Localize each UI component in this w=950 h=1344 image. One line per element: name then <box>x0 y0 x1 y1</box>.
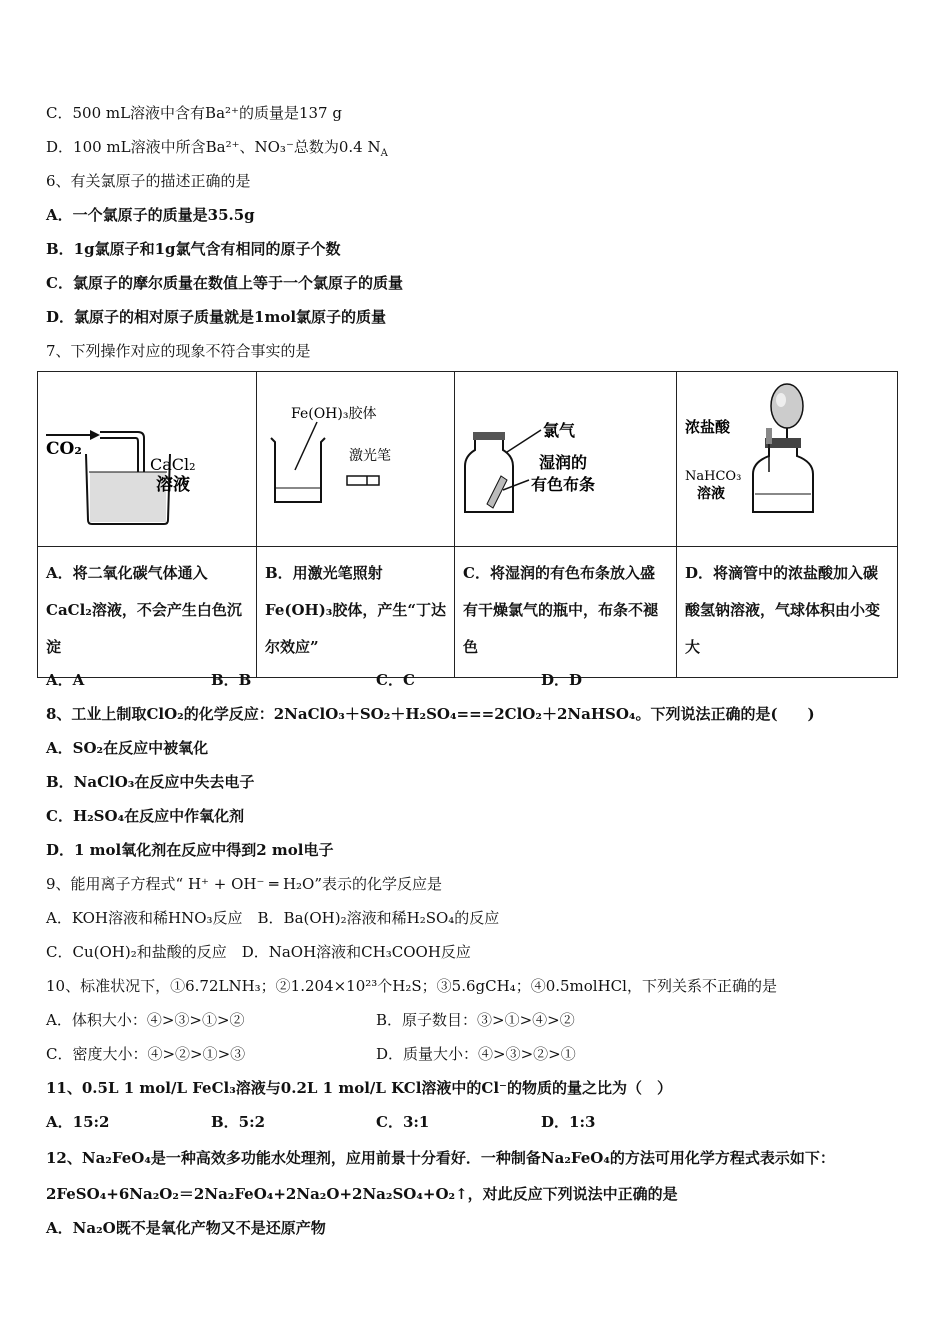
nahco3-label: NaHCO₃ <box>685 469 742 484</box>
q5-option-c: C．500 mL溶液中含有Ba²⁺的质量是137 g <box>46 104 342 122</box>
q6-option-c: C．氯原子的摩尔质量在数值上等于一个氯原子的质量 <box>46 274 403 292</box>
q10-option-d: D．质量大小：④>③>②>① <box>376 1045 576 1063</box>
bottle-balloon-figure <box>677 372 898 542</box>
q10-options-cd <box>46 1044 706 1064</box>
q8-option-a: A．SO₂在反应中被氧化 <box>46 739 209 757</box>
q7-figure-a <box>38 372 257 547</box>
q10-options-ab <box>46 1010 706 1030</box>
solution-label-d: 溶液 <box>697 486 725 502</box>
chlorine-label: 氯气 <box>543 421 576 440</box>
q8-option-c: C．H₂SO₄在反应中作氧化剂 <box>46 807 245 825</box>
solution-label: 溶液 <box>156 475 190 495</box>
bottle-chlorine-figure <box>455 372 677 542</box>
q7-figure-c <box>455 372 677 547</box>
q10-stem: 10、标准状况下，①6.72LNH₃；②1.204×10²³个H₂S；③5.6gCH₄；④0.5molHCl，下列关系不正确的是 <box>46 977 777 995</box>
q8-stem: 8、工业上制取ClO₂的化学反应：2NaClO₃＋SO₂＋H₂SO₄===2ClO₂＋2NaHSO₄。下列说法正确的是( ) <box>46 705 815 723</box>
q7-cell-d: D．将滴管中的浓盐酸加入碳酸氢钠溶液，气球体积由小变大 <box>677 547 898 678</box>
q8-option-d: D．1 mol氧化剂在反应中得到2 mol电子 <box>46 841 334 859</box>
colloid-label: Fe(OH)₃胶体 <box>291 406 377 422</box>
q11-option-c: C．3:1 <box>376 1113 430 1131</box>
q7-option-c: C．C <box>376 671 415 689</box>
cacl2-label: CaCl₂ <box>150 455 196 474</box>
q11-option-b: B．5:2 <box>211 1113 266 1131</box>
q10-option-a: A．体积大小：④>③>①>② <box>46 1011 245 1029</box>
wet-label: 湿润的 <box>539 453 588 472</box>
beaker-laser-figure <box>257 372 455 542</box>
q7-option-a: A．A <box>46 671 85 689</box>
q5-option-d-text: D．100 mL溶液中所含Ba²⁺、NO₃⁻总数为0.4 N <box>46 138 381 156</box>
q11-option-a: A．15:2 <box>46 1113 110 1131</box>
q5-option-d <box>46 137 388 157</box>
q7-option-b: B．B <box>211 671 252 689</box>
q5-option-d-subscript: A <box>380 148 388 159</box>
q7-figure-b <box>257 372 455 547</box>
q12-stem: 12、Na₂FeO₄是一种高效多功能水处理剂，应用前景十分看好．一种制备Na₂FeO₄的方法可用化学方程式表示如下： <box>46 1149 835 1167</box>
q9-options-ab: A．KOH溶液和稀HNO₃反应 B．Ba(OH)₂溶液和稀H₂SO₄的反应 <box>46 909 500 927</box>
q9-options-cd: C．Cu(OH)₂和盐酸的反应 D．NaOH溶液和CH₃COOH反应 <box>46 943 471 961</box>
q7-cell-c: C．将湿润的有色布条放入盛有干燥氯气的瓶中，布条不褪色 <box>455 547 677 678</box>
q12-option-a: A．Na₂O既不是氧化产物又不是还原产物 <box>46 1219 326 1237</box>
q8-option-b: B．NaClO₃在反应中失去电子 <box>46 773 255 791</box>
laser-label: 激光笔 <box>349 448 391 464</box>
q6-option-b: B．1g氯原子和1g氯气含有相同的原子个数 <box>46 240 341 258</box>
q12-equation: 2FeSO₄+6Na₂O₂＝2Na₂FeO₄+2Na₂O+2Na₂SO₄+O₂↑，对此反应下列说法中正确的是 <box>46 1185 678 1203</box>
q6-option-d: D．氯原子的相对原子质量就是1mol氯原子的质量 <box>46 308 387 326</box>
q7-stem: 7、下列操作对应的现象不符合事实的是 <box>46 342 311 360</box>
q7-option-d: D．D <box>541 671 583 689</box>
q7-table <box>37 371 898 678</box>
q7-figure-d <box>677 372 898 547</box>
hcl-label: 浓盐酸 <box>685 418 731 436</box>
q10-option-c: C．密度大小：④>②>①>③ <box>46 1045 246 1063</box>
beaker-co2-figure <box>38 372 257 542</box>
colored-strip-label: 有色布条 <box>531 475 596 494</box>
co2-label: CO₂ <box>46 439 82 459</box>
q7-options <box>46 670 706 690</box>
q6-option-a: A．一个氯原子的质量是35.5g <box>46 206 255 224</box>
q7-cell-b: B．用激光笔照射Fe(OH)₃胶体，产生“丁达尔效应” <box>257 547 455 678</box>
q11-stem: 11、0.5L 1 mol/L FeCl₃溶液与0.2L 1 mol/L KCl溶液中的Cl⁻的物质的量之比为（ ） <box>46 1079 672 1097</box>
q7-cell-a: A．将二氧化碳气体通入CaCl₂溶液，不会产生白色沉淀 <box>38 547 257 678</box>
q9-stem: 9、能用离子方程式“ H⁺ + OH⁻ ═ H₂O”表示的化学反应是 <box>46 875 443 893</box>
q6-stem: 6、有关氯原子的描述正确的是 <box>46 172 251 190</box>
q11-options <box>46 1112 706 1132</box>
q11-option-d: D．1:3 <box>541 1113 596 1131</box>
q10-option-b: B．原子数目：③>①>④>② <box>376 1011 575 1029</box>
